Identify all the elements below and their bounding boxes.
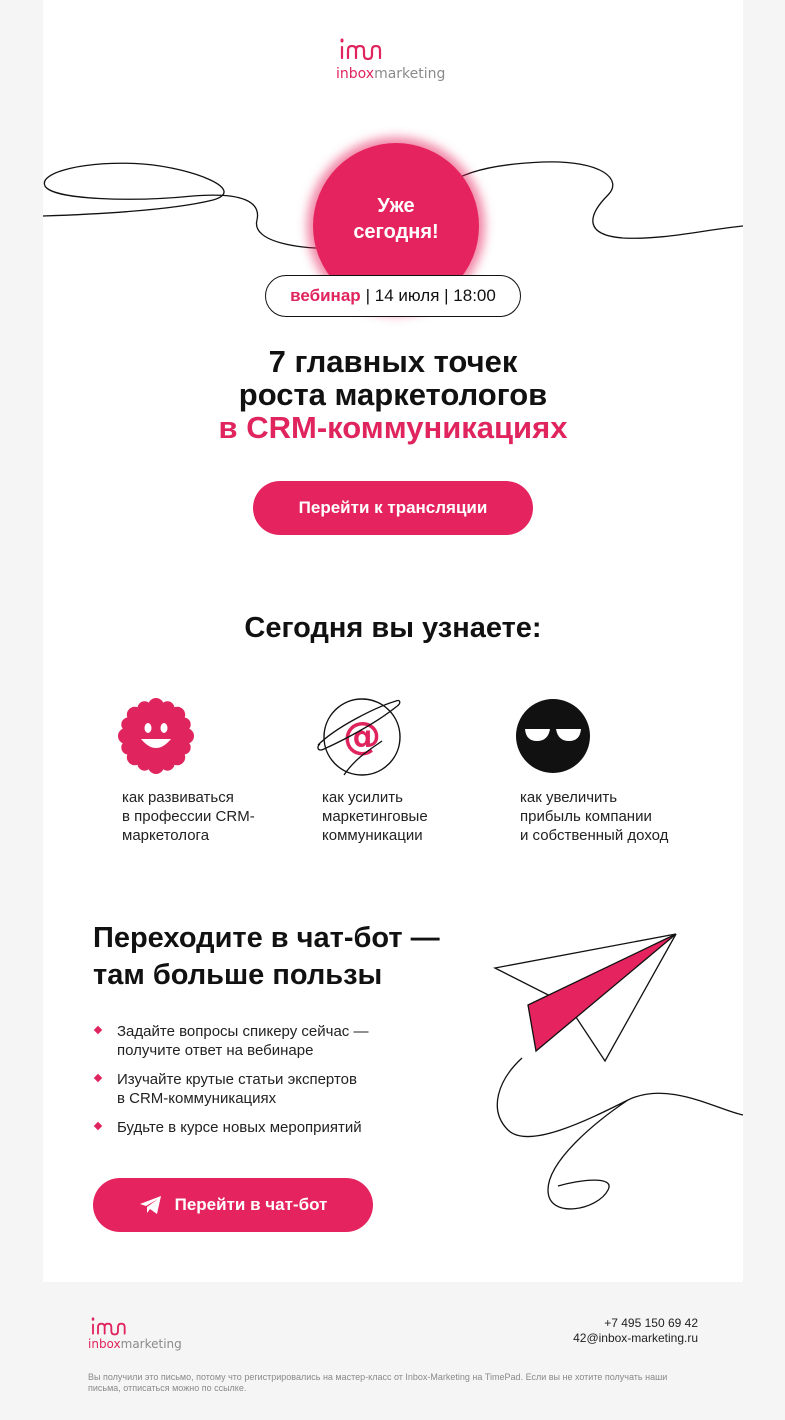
bullet-3-line-1: Будьте в курсе новых мероприятий xyxy=(117,1119,362,1136)
today-badge-text xyxy=(313,193,479,245)
email-card xyxy=(43,0,743,1282)
watch-stream-button[interactable]: Перейти к трансляции xyxy=(253,481,533,535)
sunglasses-icon xyxy=(515,698,591,774)
paper-plane-icon xyxy=(488,930,743,1230)
footer-phone[interactable]: +7 495 150 69 42 xyxy=(604,1316,698,1330)
footer-logo-marketing: marketing xyxy=(120,1337,182,1351)
chatbot-heading-line-1: Переходите в чат-бот — xyxy=(93,922,440,954)
list-item xyxy=(93,1022,423,1060)
bullet-2-line-1: Изучайте крутые статьи экспертов xyxy=(117,1071,357,1088)
footer-email[interactable]: 42@inbox-marketing.ru xyxy=(573,1331,698,1345)
feature-text-2 xyxy=(322,788,428,845)
feature-2-line-1: как усилить xyxy=(322,789,403,806)
logo-inbox: inbox xyxy=(336,66,375,82)
logo-marketing: marketing xyxy=(374,66,446,82)
at-sign-icon xyxy=(316,697,404,783)
feature-3-line-3: и собственный доход xyxy=(520,827,669,844)
logo-mark-icon xyxy=(338,38,382,62)
header-logo[interactable] xyxy=(336,38,456,86)
event-info-pill xyxy=(265,275,521,317)
title-line-1: 7 главных точек xyxy=(268,344,518,379)
bullet-1-line-2: получите ответ на вебинаре xyxy=(117,1042,314,1059)
bullet-2-line-2: в CRM-коммуникациях xyxy=(117,1090,277,1107)
chatbot-heading-line-2: там больше пользы xyxy=(93,959,383,991)
event-type: вебинар xyxy=(290,286,361,305)
feature-2-line-2: маркетинговые xyxy=(322,808,428,825)
flower-smile-icon xyxy=(117,697,195,775)
badge-line-2: сегодня! xyxy=(353,221,439,243)
chatbot-heading xyxy=(93,920,440,994)
telegram-icon xyxy=(139,1195,163,1215)
diamond-bullet-icon xyxy=(94,1026,102,1034)
footer-logo-inbox: inbox xyxy=(88,1337,121,1351)
feature-3-line-2: прибыль компании xyxy=(520,808,652,825)
footer-logo-wordmark xyxy=(88,1337,182,1351)
footer-contacts xyxy=(573,1316,698,1346)
feature-1-line-2: в профессии CRM- xyxy=(122,808,255,825)
event-date: | 14 июля | 18:00 xyxy=(365,286,496,305)
footer-disclaimer: Вы получили это письмо, потому что регистрировались на мастер-класс от Inbox-Marketing на TimePad. Если вы не хотите получать наши письма, отписаться можно по ссылке. xyxy=(88,1372,668,1393)
list-item xyxy=(93,1118,423,1137)
learn-heading: Сегодня вы узнаете: xyxy=(244,612,542,644)
bullet-1-line-1: Задайте вопросы спикеру сейчас — xyxy=(117,1023,369,1040)
open-chatbot-button[interactable] xyxy=(93,1178,373,1232)
svg-text:@: @ xyxy=(343,714,381,758)
feature-1-line-3: маркетолога xyxy=(122,827,210,844)
title-line-3: в CRM-коммуникациях xyxy=(218,410,568,445)
title-line-2: роста маркетологов xyxy=(238,377,548,412)
feature-text-3 xyxy=(520,788,668,845)
feature-3-line-1: как увеличить xyxy=(520,789,618,806)
diamond-bullet-icon xyxy=(94,1122,102,1130)
feature-2-line-3: коммуникации xyxy=(322,827,423,844)
badge-line-1: Уже xyxy=(377,195,415,217)
list-item xyxy=(93,1070,423,1108)
feature-text-1 xyxy=(122,788,255,845)
diamond-bullet-icon xyxy=(94,1074,102,1082)
feature-1-line-1: как развиваться xyxy=(122,789,234,806)
open-chatbot-label: Перейти в чат-бот xyxy=(174,1195,328,1214)
logo-mark-icon xyxy=(89,1317,127,1337)
logo-wordmark xyxy=(336,66,445,82)
footer-logo[interactable] xyxy=(88,1317,188,1357)
page-title xyxy=(43,345,743,444)
chatbot-benefits-list xyxy=(93,1022,423,1147)
